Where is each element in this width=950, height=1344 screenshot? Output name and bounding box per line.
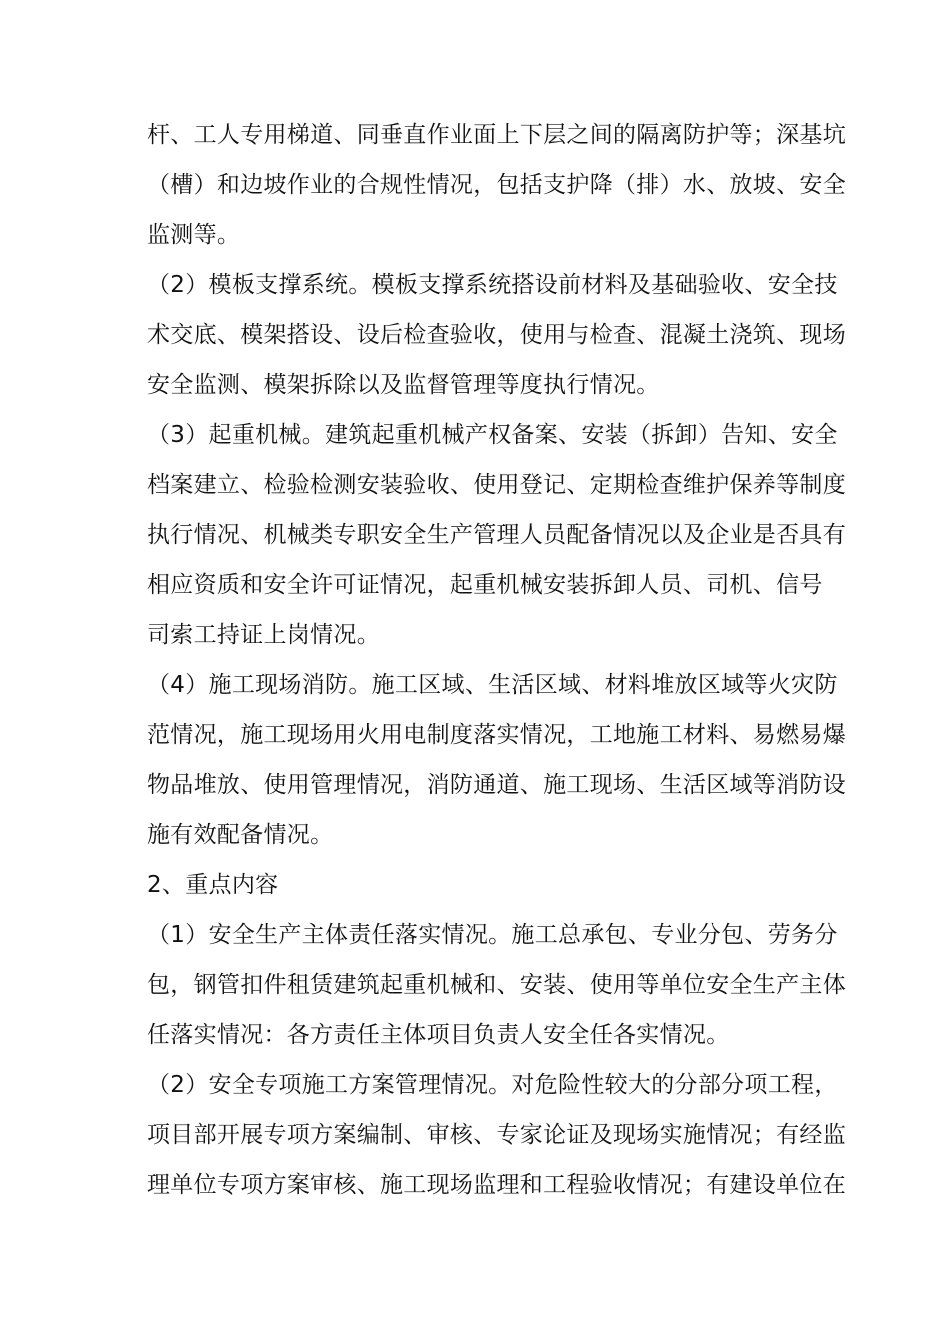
text-line: 理单位专项方案审核、施工现场监理和工程验收情况；有建设单位在	[147, 1172, 846, 1198]
section-heading: 2、重点内容	[147, 872, 279, 898]
text-line: 施有效配备情况。	[147, 822, 334, 848]
text-line: 相应资质和安全许可证情况，起重机械安装拆卸人员、司机、信号	[147, 572, 823, 598]
text-line: （3）起重机械。建筑起重机械产权备案、安装（拆卸）告知、安全	[147, 422, 838, 448]
text-line: 包，钢管扣件租赁建筑起重机械和、安装、使用等单位安全生产主体	[147, 972, 846, 998]
text-line: 监测等。	[147, 222, 241, 248]
text-line: 任落实情况：各方责任主体项目负责人安全任各实情况。	[147, 1022, 730, 1048]
text-line: 安全监测、模架拆除以及监督管理等度执行情况。	[147, 372, 660, 398]
text-line: 司索工持证上岗情况。	[147, 622, 380, 648]
text-line: 杆、工人专用梯道、同垂直作业面上下层之间的隔离防护等；深基坑	[147, 122, 846, 148]
text-line: 执行情况、机械类专职安全生产管理人员配备情况以及企业是否具有	[147, 522, 846, 548]
text-line: （4）施工现场消防。施工区域、生活区域、材料堆放区域等火灾防	[147, 672, 838, 698]
text-line: （2）模板支撑系统。模板支撑系统搭设前材料及基础验收、安全技	[147, 272, 838, 298]
text-line: 档案建立、检验检测安装验收、使用登记、定期检查维护保养等制度	[147, 472, 846, 498]
text-line: 术交底、模架搭设、设后检查验收，使用与检查、混凝土浇筑、现场	[147, 322, 846, 348]
text-line: （1）安全生产主体责任落实情况。施工总承包、专业分包、劳务分	[147, 922, 838, 948]
text-line: 物品堆放、使用管理情况，消防通道、施工现场、生活区域等消防设	[147, 772, 846, 798]
text-line: 项目部开展专项方案编制、审核、专家论证及现场实施情况；有经监	[147, 1122, 846, 1148]
text-line: （槽）和边坡作业的合规性情况，包括支护降（排）水、放坡、安全	[147, 172, 846, 198]
text-line: 范情况，施工现场用火用电制度落实情况，工地施工材料、易燃易爆	[147, 722, 846, 748]
text-line: （2）安全专项施工方案管理情况。对危险性较大的分部分项工程，	[147, 1072, 838, 1098]
